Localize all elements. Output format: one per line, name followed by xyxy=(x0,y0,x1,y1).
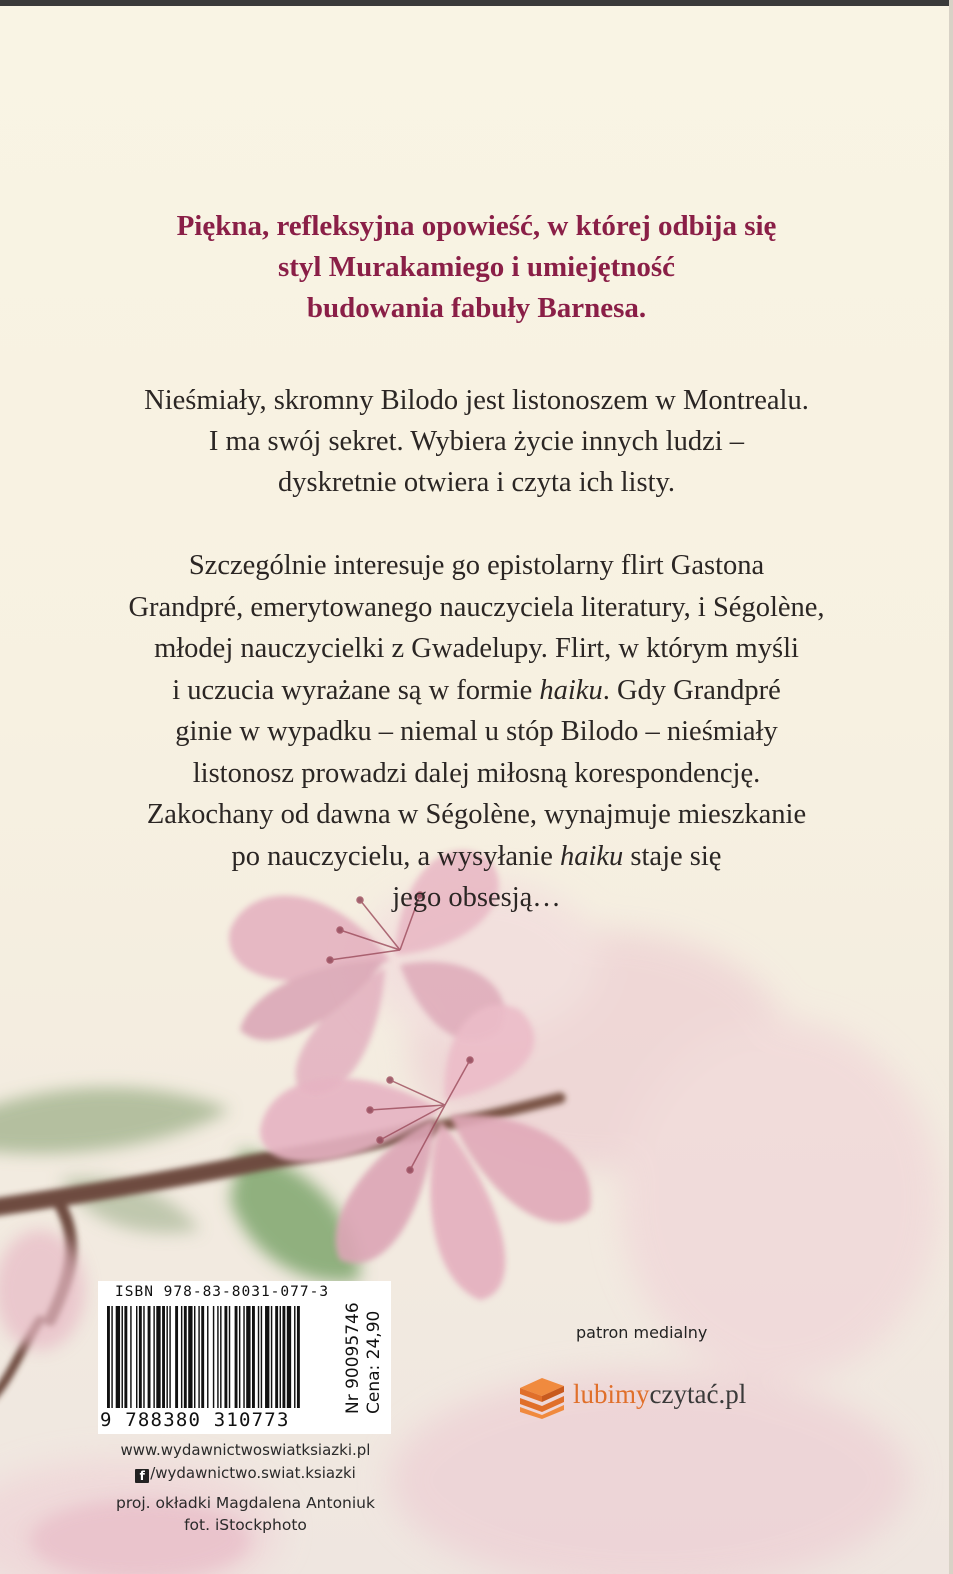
logo-part-czytac: czytać.pl xyxy=(649,1379,747,1409)
text-segment: i uczucia wyrażane są w formie xyxy=(172,674,540,706)
barcode-bars xyxy=(107,1306,339,1411)
publisher-website: www.wydawnictwoswiatksiazki.pl xyxy=(120,1441,371,1459)
price: Cena: 24,90 xyxy=(364,1310,384,1414)
text-line: młodej nauczycielki z Gwadelupy. Flirt, w którym myśli xyxy=(154,633,799,664)
tagline-line: Piękna, refleksyjna opowieść, w której odbija się xyxy=(176,210,777,242)
haiku-italic: haiku xyxy=(539,674,603,706)
credits xyxy=(98,1492,393,1536)
text-line xyxy=(0,836,953,878)
media-patron-label: patron medialny xyxy=(576,1323,708,1342)
lubimyczytac-logo xyxy=(516,1374,776,1422)
description-paragraph-2 xyxy=(0,545,953,919)
publisher-facebook xyxy=(98,1464,393,1483)
description-paragraph-1 xyxy=(0,380,953,503)
text-line: Grandpré, emerytowanego nauczyciela literatury, i Ségolène, xyxy=(128,591,825,623)
tagline-line: styl Murakamiego i umiejętność xyxy=(277,251,676,283)
cover-design-credit: proj. okładki Magdalena Antoniuk xyxy=(116,1494,375,1512)
photo-credit: fot. iStockphoto xyxy=(184,1516,307,1534)
barcode-label xyxy=(98,1281,391,1434)
isbn-number: ISBN 978-83-8031-077-3 xyxy=(115,1284,330,1300)
cover-right-edge xyxy=(949,0,953,1574)
facebook-handle: /wydawnictwo.swiat.ksiazki xyxy=(150,1464,356,1482)
tagline-line: budowania fabuły Barnesa. xyxy=(306,292,647,324)
text-line xyxy=(0,670,953,712)
text-line: dyskretnie otwiera i czyta ich listy. xyxy=(277,467,676,498)
tagline-quote xyxy=(0,206,953,329)
text-line: jego obsesją… xyxy=(392,882,561,913)
text-segment: po nauczycielu, a wysyłanie xyxy=(231,840,560,872)
text-line: listonosz prowadzi dalej miłosną korespondencję. xyxy=(192,757,761,789)
lubimyczytac-wordmark xyxy=(573,1379,746,1410)
books-stack-icon xyxy=(516,1374,568,1420)
text-line: I ma swój sekret. Wybiera życie innych ludzi – xyxy=(208,426,745,457)
text-line: Szczególnie interesuje go epistolarny flirt Gastona xyxy=(188,550,765,581)
text-segment: . Gdy Grandpré xyxy=(602,674,781,706)
text-line: ginie w wypadku – niemal u stóp Bilodo – nieśmiały xyxy=(175,716,778,747)
text-line: Zakochany od dawna w Ségolène, wynajmuje mieszkanie xyxy=(146,799,807,830)
logo-part-lubimy: lubimy xyxy=(573,1379,650,1409)
ean-digits: 9 788380 310773 xyxy=(100,1409,290,1431)
catalog-number: Nr 90095746 xyxy=(343,1302,363,1414)
haiku-italic: haiku xyxy=(559,840,624,872)
facebook-icon: f xyxy=(135,1469,149,1483)
text-segment: staje się xyxy=(623,840,722,872)
text-line: Nieśmiały, skromny Bilodo jest listonoszem w Montrealu. xyxy=(144,385,809,416)
